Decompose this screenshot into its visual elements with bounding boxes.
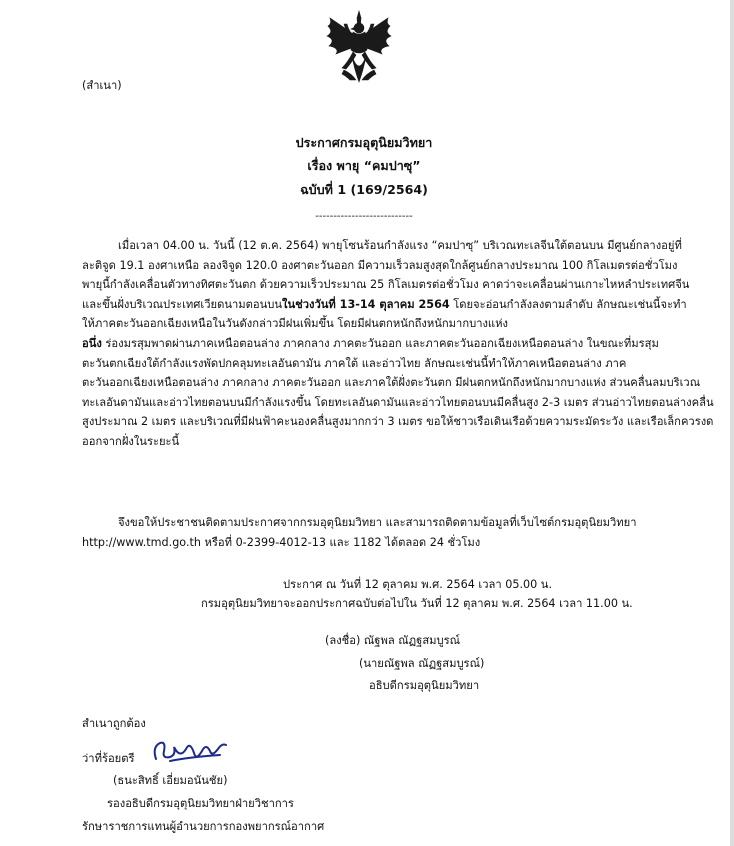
paragraph-line: จึงขอให้ประชาชนติดตามประกาศจากกรมอุตุนิยมวิทยา และสามารถติดตามข้อมูลที่เว็บไซต์กรมอุตุนิยมวิทยา [118, 516, 637, 529]
garuda-emblem-icon [322, 10, 396, 86]
page-edge [730, 0, 734, 846]
text-run: และขึ้นฝั่งบริเวณประเทศเวียดนามตอนบน [82, 297, 283, 311]
handwritten-signature [150, 737, 230, 767]
certifier-rank: ว่าที่ร้อยตรี [82, 752, 135, 765]
copy-mark: (สำเนา) [82, 79, 122, 92]
next-announcement: กรมอุตุนิยมวิทยาจะออกประกาศฉบับต่อไปใน วันที่ 12 ตุลาคม พ.ศ. 2564 เวลา 11.00 น. [201, 597, 633, 610]
signatory-position: อธิบดีกรมอุตุนิยมวิทยา [369, 679, 480, 692]
paragraph-line: ออกจากฝั่งในระยะนี้ [82, 434, 180, 448]
paragraph-1 [82, 236, 690, 334]
signed-line: (ลงชื่อ) ณัฐพล ณัฏฐสมบูรณ์ [325, 634, 461, 647]
announce-date: ประกาศ ณ วันที่ 12 ตุลาคม พ.ศ. 2564 เวลา 05.00 น. [283, 578, 552, 591]
text-run: โดยจะอ่อนกำลังลงตามลำดับ ลักษณะเช่นนี้จะทำ [449, 297, 687, 311]
paragraph-line: ตะวันออกเฉียงเหนือตอนล่าง ภาคกลาง ภาคตะวันออก และภาคใต้ฝั่งตะวันตก มีฝนตกหนักถึงหนักมากบางแห่ง ส่วนคลื่นลมบริเวณ [82, 376, 701, 390]
text-run: ร่องมรสุมพาดผ่านภาคเหนือตอนล่าง ภาคกลาง ภาคตะวันออก และภาคตะวันออกเฉียงเหนือตอนล่าง ในขณะที่มรสุม [101, 337, 659, 350]
signatory-name: (นายณัฐพล ณัฏฐสมบูรณ์) [359, 657, 485, 670]
paragraph-line: ทะเลอันดามันและอ่าวไทยตอนบนมีกำลังแรงขึ้น โดยทะเลอันดามันและอ่าวไทยตอนบนมีคลื่นสูง 2-3 เมตร ส่วนอ่าวไทยตอนล่างคลื่น [82, 395, 714, 409]
paragraph-line [82, 334, 659, 354]
paragraph-line: ตะวันตกเฉียงใต้กำลังแรงพัดปกคลุมทะเลอันดามัน ภาคใต้ และอ่าวไทย ลักษณะเช่นนี้ทำให้ภาคเหนือตอนล่าง ภาค [82, 356, 627, 370]
certifier-acting-role: รักษาราชการแทนผู้อำนวยการกองพยากรณ์อากาศ [82, 820, 325, 833]
paragraph-line: เมื่อเวลา 04.00 น. วันนี้ (12 ต.ค. 2564) พายุโซนร้อนกำลังแรง “คมปาซุ” บริเวณทะเลจีนใต้ตอนบน มีศูนย์กลางอยู่ที่ [118, 239, 682, 252]
paragraph-line: http://www.tmd.go.th หรือที่ 0-2399-4012-13 และ 1182 ได้ตลอด 24 ชั่วโมง [82, 535, 481, 549]
certified-copy-label: สำเนาถูกต้อง [82, 717, 146, 730]
paragraph-2 [82, 334, 714, 452]
title-divider: --------------------------- [315, 211, 413, 222]
paragraph-line: สูงประมาณ 2 เมตร และบริเวณที่มีฝนฟ้าคะนองคลื่นสูงมากกว่า 3 เมตร ขอให้ชาวเรือเดินเรือด้วยความระมัดระวัง และเรือเล็กควรงด [82, 415, 714, 429]
paragraph-line [82, 295, 687, 315]
note-keyword: อนึ่ง [82, 337, 102, 350]
document-issue: ฉบับที่ 1 (169/2564) [300, 182, 428, 197]
document-subject: เรื่อง พายุ “คมปาซุ” [307, 158, 421, 173]
certifier-position: รองอธิบดีกรมอุตุนิยมวิทยาฝ่ายวิชาการ [107, 797, 294, 810]
paragraph-line: ให้ภาคตะวันออกเฉียงเหนือในวันดังกล่าวมีฝนเพิ่มขึ้น โดยมีฝนตกหนักถึงหนักมากบางแห่ง [82, 317, 508, 331]
paragraph-3 [82, 513, 648, 552]
paragraph-line: ละติจูด 19.1 องศาเหนือ ลองจิจูด 120.0 องศาตะวันออก มีความเร็วลมสูงสุดใกล้ศูนย์กลางประมาณ 100 กิโลเมตรต่อชั่วโมง [82, 258, 678, 272]
certifier-name: (ธนะสิทธิ์ เอี่ยมอนันชัย) [113, 774, 228, 787]
document-title: ประกาศกรมอุตุนิยมวิทยา [295, 135, 433, 150]
paragraph-line: พายุนี้กำลังเคลื่อนตัวทางทิศตะวันตก ด้วยความเร็วประมาณ 25 กิโลเมตรต่อชั่วโมง คาดว่าจะเคลื่อนผ่านเกาะไหหลำประเทศจีน [82, 278, 690, 292]
date-range-emphasis: ในช่วงวันที่ 13-14 ตุลาคม 2564 [282, 297, 450, 311]
